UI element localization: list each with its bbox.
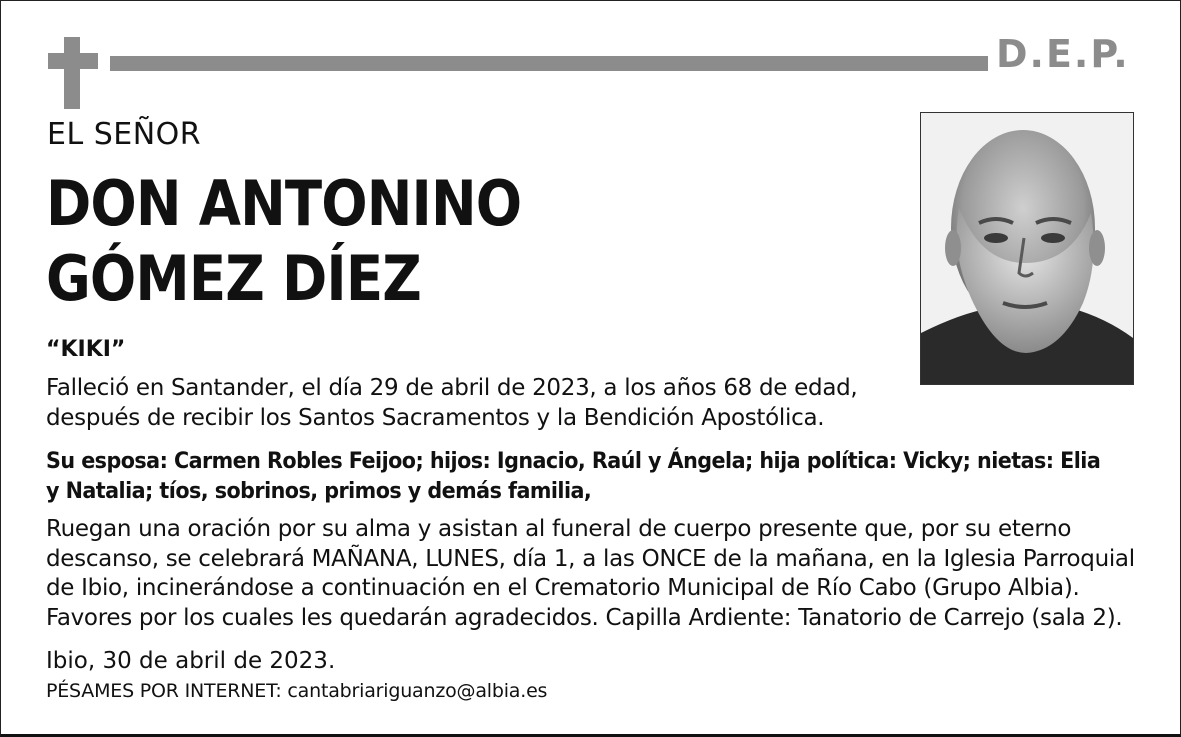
family-line: y Natalia; tíos, sobrinos, primos y demás familia, — [46, 478, 592, 504]
header-rule — [110, 56, 988, 71]
funeral-line: Ruegan una oración por su alma y asistan al funeral de cuerpo presente que, por su eterno — [46, 516, 1072, 542]
dep-label: D.E.P. — [996, 32, 1130, 76]
family-list — [46, 446, 1101, 506]
name-line-1: DON ANTONINO — [46, 167, 522, 240]
condolences-line: PÉSAMES POR INTERNET: cantabriariguanzo@albia.es — [46, 680, 548, 702]
cross-icon-bar — [48, 53, 98, 69]
name-line-2: GÓMEZ DÍEZ — [46, 242, 421, 315]
portrait-image — [921, 113, 1133, 384]
salutation: EL SEÑOR — [47, 117, 202, 152]
nickname: “KIKI” — [46, 337, 126, 362]
death-notice — [46, 373, 857, 433]
family-line: Su esposa: Carmen Robles Feijoo; hijos: Ignacio, Raúl y Ángela; hija política: Vicky; nietas: Elia — [46, 448, 1101, 474]
cross-icon — [64, 37, 80, 109]
place-date: Ibio, 30 de abril de 2023. — [46, 648, 336, 674]
funeral-line: descanso, se celebrará MAÑANA, LUNES, día 1, a las ONCE de la mañana, en la Iglesia Parroquial — [46, 545, 1135, 572]
death-notice-line: Falleció en Santander, el día 29 de abril de 2023, a los años 68 de edad, — [46, 375, 858, 401]
deceased-name — [46, 166, 521, 316]
funeral-line: Favores por los cuales les quedarán agradecidos. Capilla Ardiente: Tanatorio de Carrejo (sala 2). — [46, 604, 1123, 631]
funeral-line: de Ibio, incinerándose a continuación en el Crematorio Municipal de Río Cabo (Grupo Albia). — [46, 575, 1080, 601]
death-notice-line: después de recibir los Santos Sacramentos y la Bendición Apostólica. — [46, 405, 825, 431]
portrait-photo — [920, 112, 1134, 385]
funeral-details — [46, 515, 1135, 633]
